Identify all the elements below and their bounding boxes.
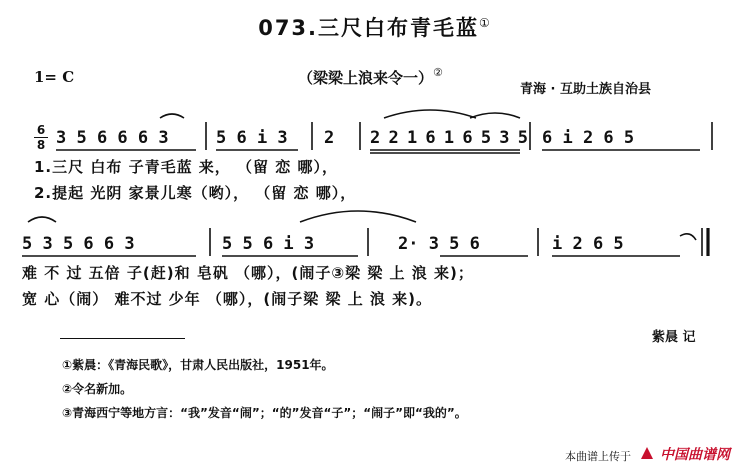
- key-signature: 1= C: [34, 68, 75, 86]
- slur: [28, 217, 56, 222]
- slur: [680, 234, 696, 240]
- time-signature-top: 6: [36, 123, 46, 137]
- measure-1-4: 2 2 1 6 1 6 5 3 5: [370, 128, 527, 148]
- slur: [160, 114, 184, 118]
- lyric-line-1-verse-2: 2.提起 光阴 家景儿寒（哟）， （留 恋 哪），: [34, 184, 357, 202]
- measure-2-4: i 2 6 5: [552, 234, 624, 254]
- lyric-line-2-verse-1: 难 不 过 五倍 子(赶)和 皂矾 （哪），(闹子③梁 梁 上 浪 来)；: [22, 264, 474, 282]
- measure-2-1: 5 3 5 6 6 3: [22, 234, 135, 254]
- measure-1-5: 6 i 2 6 5: [542, 128, 635, 148]
- brand-logo-icon: [640, 446, 654, 460]
- footnote-3: ③青海西宁等地方言：“我”发音“闹”；“的”发音“子”；“闹子”即“我的”。: [62, 406, 467, 420]
- measure-1-1: 3 5 6 6 6 3: [56, 128, 169, 148]
- time-signature-bottom: 8: [36, 138, 46, 152]
- brand-link[interactable]: 中国曲谱网: [660, 447, 730, 463]
- slur: [470, 113, 520, 118]
- lyric-line-1-verse-1: 1.三尺 白布 子青毛蓝 来， （留 恋 哪），: [34, 158, 338, 176]
- transcriber-credit: 紫晨 记: [652, 330, 696, 345]
- measure-1-2: 5 6 i 3: [216, 128, 288, 148]
- title-footnote-mark: ①: [479, 16, 492, 30]
- footnote-1: ①紫晨：《青海民歌》，甘肃人民出版社，1951年。: [62, 358, 334, 372]
- slur: [384, 110, 476, 118]
- subtitle-footnote-mark: ②: [433, 66, 443, 79]
- song-origin: 青海 · 互助土族自治县: [520, 82, 651, 97]
- footnote-divider: [60, 338, 185, 339]
- upload-source-text: 本曲谱上传于: [565, 450, 631, 463]
- measure-2-3: 2· 3 5 6: [398, 234, 480, 254]
- lyric-line-2-verse-2: 宽 心（闹） 难不过 少年 （哪），(闹子梁 梁 上 浪 来)。: [22, 290, 432, 308]
- song-subtitle: （梁梁上浪来令一）②: [298, 66, 443, 87]
- slur: [300, 211, 416, 222]
- measure-1-3: 2: [324, 128, 335, 148]
- footnote-2: ②令名新加。: [62, 382, 133, 396]
- measure-2-2: 5 5 6 i 3: [222, 234, 315, 254]
- song-title: 073.三尺白布青毛蓝①: [258, 16, 492, 40]
